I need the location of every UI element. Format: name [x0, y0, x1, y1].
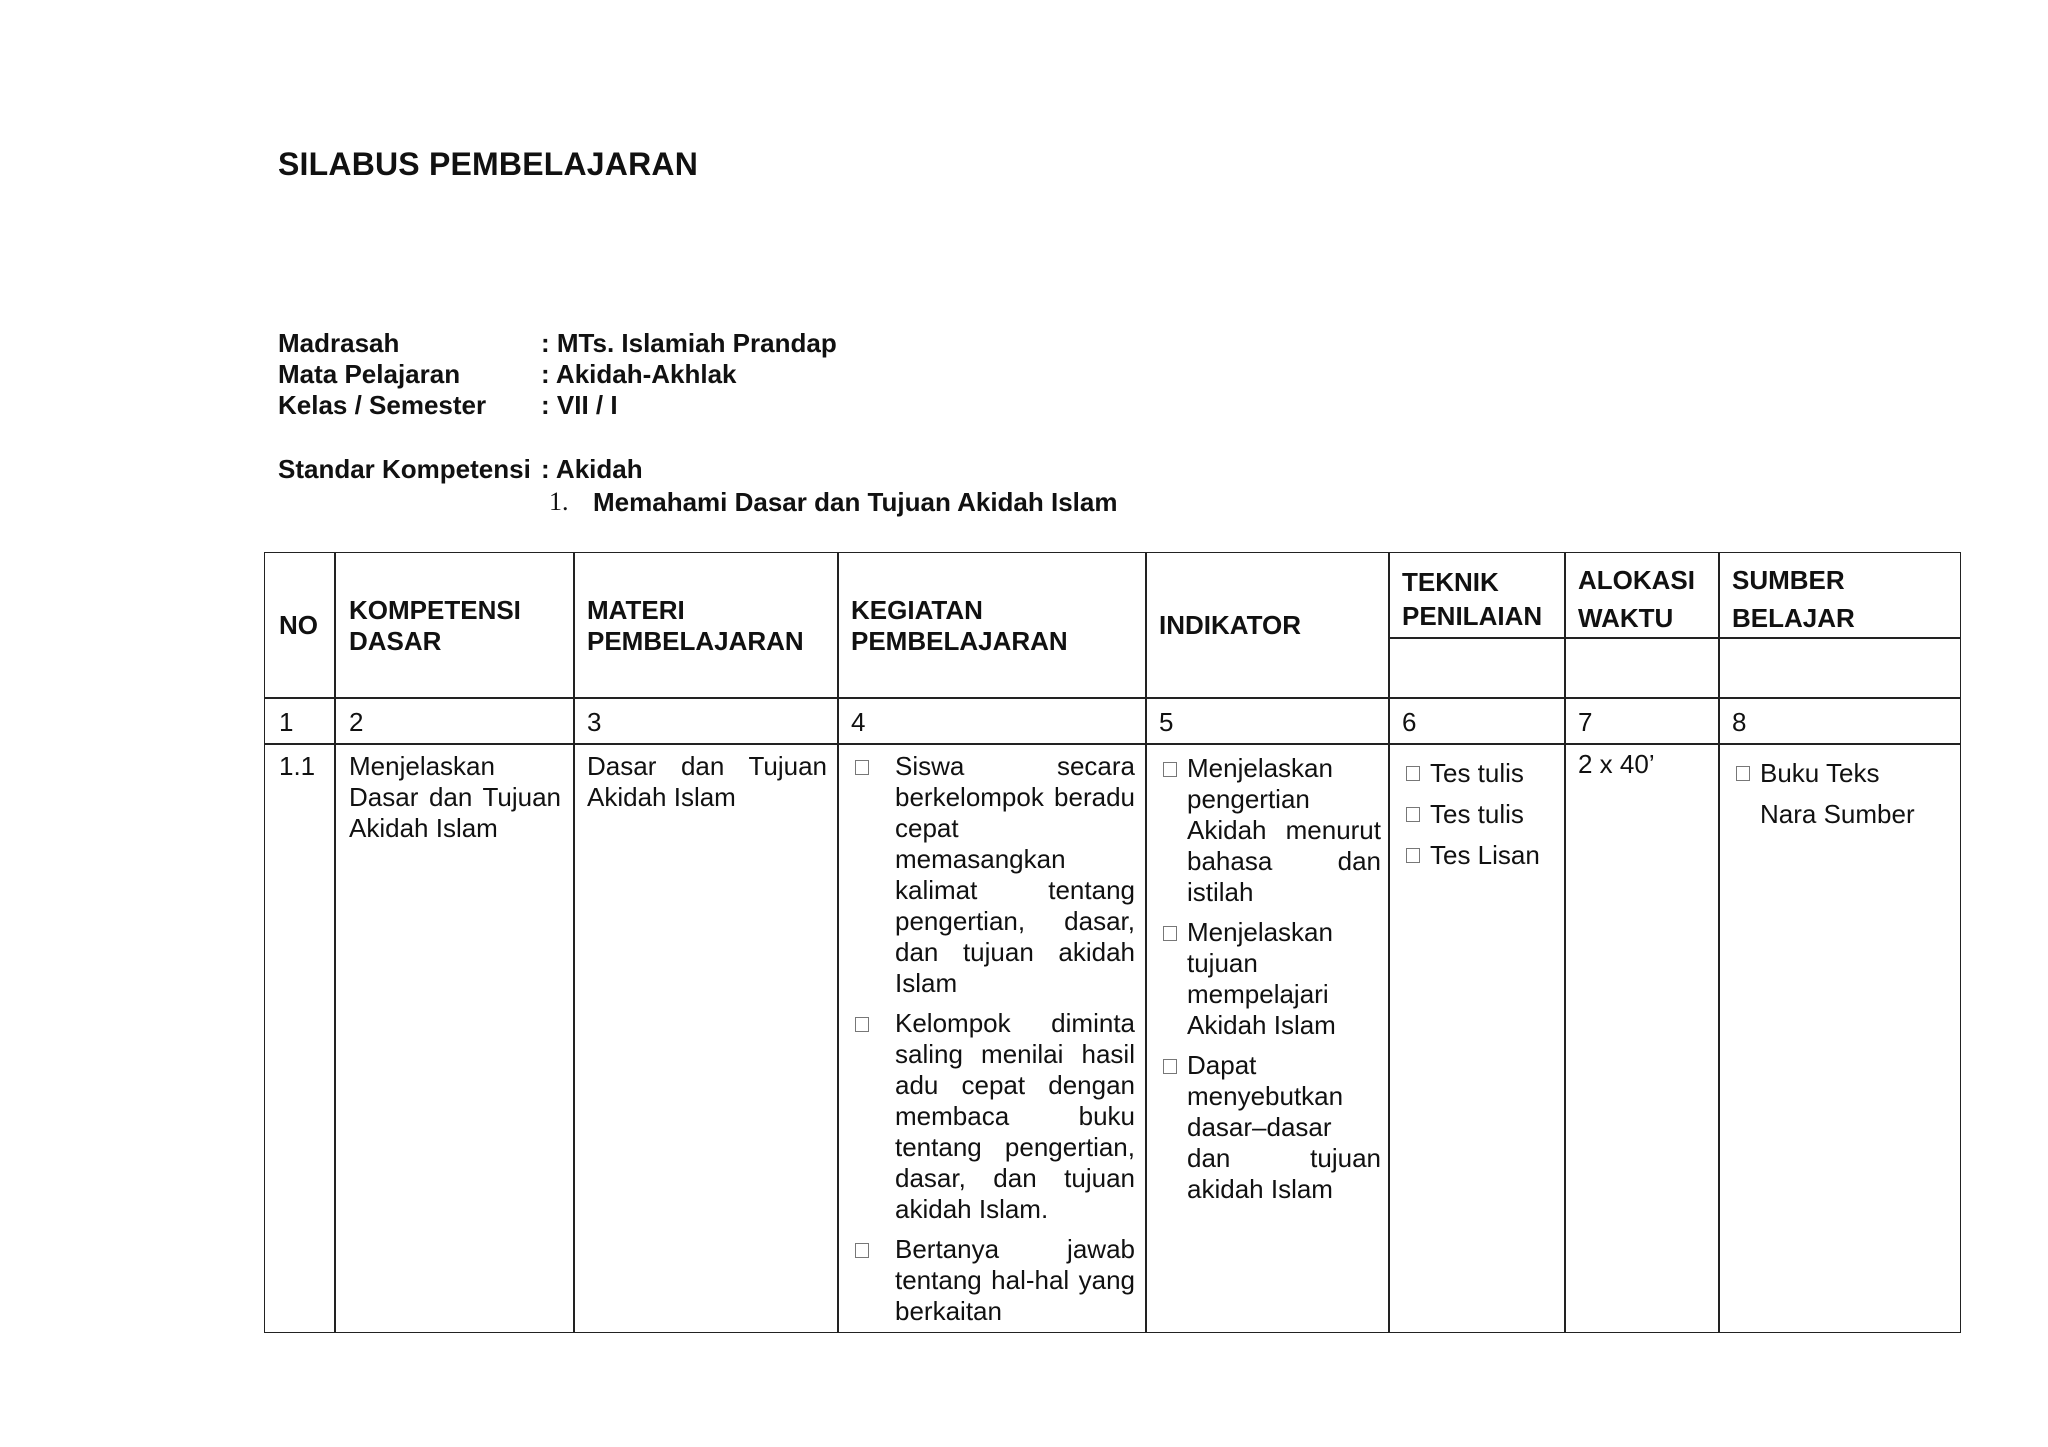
- column-number: 6: [1402, 707, 1417, 737]
- indikator-text: Dapat menyebutkan dasar–dasar dan tujuan akidah Islam: [1187, 1050, 1381, 1204]
- header-label: DASAR: [349, 626, 442, 656]
- header-label: MATERI: [587, 595, 685, 625]
- list-item: [1732, 794, 1952, 835]
- info-block: [278, 328, 837, 421]
- column-number: 3: [587, 707, 602, 737]
- table-column-divider: [1564, 553, 1566, 1332]
- document-title: SILABUS PEMBELAJARAN: [278, 146, 699, 182]
- header-subdivider: [1388, 637, 1960, 639]
- header-label: INDIKATOR: [1159, 610, 1302, 640]
- indikator-text: Menjelaskan pengertian Akidah menurut bahasa dan istilah: [1187, 753, 1381, 907]
- syllabus-table: [264, 552, 1961, 1333]
- table-column-divider: [573, 553, 575, 1332]
- header-label: TEKNIK: [1402, 567, 1499, 597]
- teknik-text: Tes Lisan: [1430, 840, 1540, 870]
- header-label: KOMPETENSI: [349, 595, 521, 625]
- column-number: 1: [279, 707, 294, 737]
- header-teknik: [1402, 565, 1542, 633]
- info-madrasah: [278, 328, 837, 359]
- column-number: 2: [349, 707, 364, 737]
- header-label: SUMBER: [1732, 565, 1845, 595]
- cell-kompetensi-dasar: Menjelaskan Dasar dan Tujuan Akidah Islam: [349, 751, 561, 843]
- header-kegiatan: [851, 595, 1068, 657]
- teknik-text: Tes tulis: [1430, 799, 1524, 829]
- bullet-box-icon: [855, 1017, 869, 1032]
- list-item: [1159, 917, 1381, 1041]
- indikator-text: Menjelaskan tujuan mempelajari Akidah Islam: [1187, 917, 1336, 1040]
- bullet-box-icon: [1163, 762, 1177, 777]
- header-indikator: [1159, 610, 1301, 641]
- number-row-bottom-line: [265, 743, 1960, 745]
- cell-indikator: [1159, 753, 1381, 1214]
- cell-sumber: [1732, 753, 1952, 835]
- table-column-divider: [1388, 553, 1390, 1332]
- column-number: 8: [1732, 707, 1747, 737]
- header-no-label: NO: [279, 610, 318, 640]
- cell-alokasi: 2 x 40’: [1578, 749, 1655, 779]
- standar-kompetensi: [278, 454, 1118, 517]
- bullet-box-icon: [1163, 1059, 1177, 1074]
- info-label: Mata Pelajaran: [278, 359, 461, 389]
- sk-label: Standar Kompetensi: [278, 454, 531, 484]
- bullet-box-icon: [1736, 766, 1750, 781]
- table-column-divider: [837, 553, 839, 1332]
- bullet-box-icon: [855, 1243, 869, 1258]
- header-label: KEGIATAN: [851, 595, 983, 625]
- bullet-box-icon: [1163, 926, 1177, 941]
- info-label: Madrasah: [278, 328, 400, 358]
- cell-kegiatan: [851, 751, 1135, 1333]
- list-item: [1159, 753, 1381, 908]
- indikator-list: [1159, 753, 1381, 1205]
- header-label: BELAJAR: [1732, 603, 1855, 633]
- info-value: : Akidah-Akhlak: [541, 359, 737, 389]
- header-label: PEMBELAJARAN: [851, 626, 1068, 656]
- kegiatan-list: [851, 751, 1135, 1327]
- header-label: PEMBELAJARAN: [587, 626, 804, 656]
- header-no: [279, 610, 318, 641]
- list-item: [851, 1008, 1135, 1225]
- cell-teknik: [1402, 753, 1562, 876]
- kegiatan-text: Siswa secara berkelompok beradu cepat memasangkan kalimat tentang pengertian, dasar, dan tujuan akidah Islam: [895, 751, 1135, 998]
- header-kompetensi-dasar: [349, 595, 521, 657]
- header-label: ALOKASI: [1578, 565, 1695, 595]
- table-column-divider: [1145, 553, 1147, 1332]
- bullet-box-icon: [1406, 766, 1420, 781]
- kegiatan-text: Bertanya jawab tentang hal-hal yang berkaitan: [895, 1234, 1135, 1326]
- row-no: 1.1: [279, 751, 316, 781]
- sk-item-text: Memahami Dasar dan Tujuan Akidah Islam: [593, 487, 1118, 517]
- list-item: [1402, 794, 1562, 835]
- teknik-list: [1402, 753, 1562, 876]
- header-label: WAKTU: [1578, 603, 1674, 633]
- bullet-box-icon: [1406, 848, 1420, 863]
- list-item: [1159, 1050, 1381, 1205]
- teknik-text: Tes tulis: [1430, 758, 1524, 788]
- table-column-divider: [1718, 553, 1720, 1332]
- info-value: : MTs. Islamiah Prandap: [541, 328, 837, 358]
- list-item: [1732, 753, 1952, 794]
- sumber-text: Buku Teks: [1760, 758, 1880, 788]
- info-kelas: [278, 390, 837, 421]
- column-number: 4: [851, 707, 866, 737]
- header-sumber: [1732, 561, 1855, 637]
- list-item: [851, 751, 1135, 999]
- sumber-list: [1732, 753, 1952, 835]
- bullet-box-icon: [855, 760, 869, 775]
- header-alokasi: [1578, 561, 1695, 637]
- column-number: 5: [1159, 707, 1174, 737]
- sk-value: : Akidah: [541, 454, 643, 484]
- sk-item-number: 1.: [549, 487, 569, 516]
- info-mapel: [278, 359, 837, 390]
- table-column-divider: [334, 553, 336, 1332]
- info-label: Kelas / Semester: [278, 390, 487, 420]
- header-bottom-line: [265, 697, 1960, 699]
- header-materi: [587, 595, 804, 657]
- kegiatan-text: Kelompok diminta saling menilai hasil adu cepat dengan membaca buku tentang pengertian, dasar, dan tujuan akidah Islam.: [895, 1008, 1135, 1224]
- sumber-text: Nara Sumber: [1760, 799, 1915, 829]
- sk-item: [278, 485, 1118, 519]
- list-item: [1402, 753, 1562, 794]
- info-value: : VII / I: [541, 390, 618, 420]
- column-number: 7: [1578, 707, 1593, 737]
- list-item: [1402, 835, 1562, 876]
- header-label: PENILAIAN: [1402, 601, 1543, 631]
- bullet-box-icon: [1406, 807, 1420, 822]
- cell-materi: Dasar dan Tujuan Akidah Islam: [587, 751, 827, 812]
- list-item: [851, 1234, 1135, 1327]
